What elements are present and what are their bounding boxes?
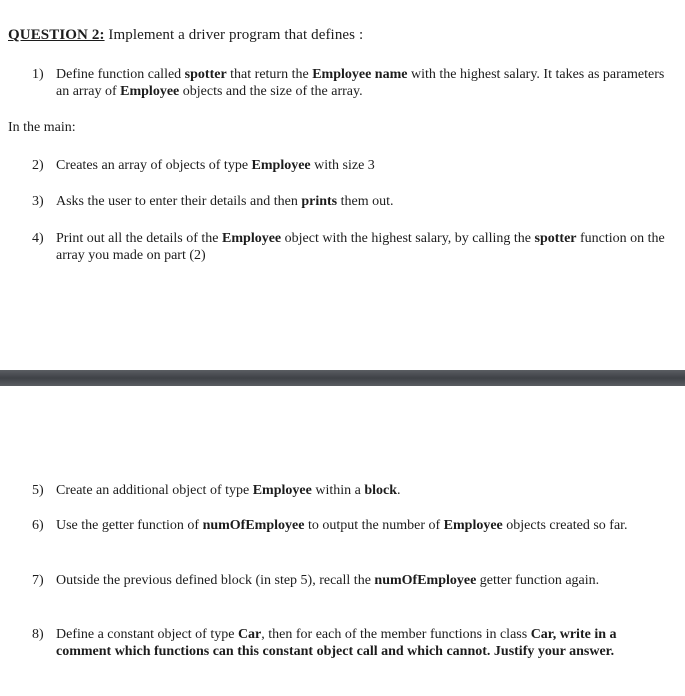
text-run: objects and the size of the array.: [179, 84, 363, 99]
text-run: to output the number of: [304, 518, 444, 533]
item-number: 8): [32, 627, 44, 642]
list-item: [32, 482, 672, 499]
list-item: [32, 230, 672, 264]
list-item: [32, 517, 672, 534]
bold-term: spotter: [534, 231, 577, 246]
item-text: [56, 626, 672, 660]
bold-term: Employee: [120, 84, 180, 99]
text-run: function on the array you made on part (2): [56, 231, 665, 263]
text-run: with the highest salary. It takes as parameters an array of: [56, 67, 665, 99]
section-intro: In the main:: [8, 120, 76, 135]
question-text: Implement a driver program that defines :: [104, 27, 364, 43]
item-number: 7): [32, 573, 44, 588]
bold-term: Car, write in a comment which functions can this constant object call and which cannot. Justify your answer.: [56, 627, 617, 659]
question-label: QUESTION 2:: [8, 27, 105, 43]
bold-term: numOfEmployee: [374, 573, 477, 588]
item-number: 6): [32, 518, 44, 533]
bold-term: prints: [301, 194, 338, 209]
bold-term: Employee name: [312, 67, 408, 82]
bold-term: block: [364, 483, 398, 498]
text-run: .: [397, 483, 401, 498]
list-item: [32, 193, 672, 210]
item-number: 4): [32, 231, 44, 246]
text-run: Define a constant object of type: [56, 627, 238, 642]
list-item: [32, 626, 672, 660]
text-run: Outside the previous defined block (in step 5), recall the: [56, 573, 375, 588]
item-text: [56, 66, 672, 100]
document-page-bottom: [0, 386, 685, 696]
item-text: [56, 230, 672, 264]
text-run: Asks the user to enter their details and then: [56, 194, 302, 209]
item-text: [56, 193, 672, 210]
page-divider: [0, 370, 685, 386]
item-text: [56, 572, 672, 589]
text-run: Print out all the details of the: [56, 231, 223, 246]
bold-term: Car: [237, 627, 262, 642]
item-text: [56, 482, 672, 499]
text-run: , then for each of the member functions in class: [261, 627, 531, 642]
text-run: getter function again.: [476, 573, 600, 588]
text-run: Creates an array of objects of type: [56, 158, 252, 173]
text-run: Define function called: [56, 67, 185, 82]
list-item: [32, 572, 672, 589]
item-text: [56, 517, 672, 534]
item-number: 2): [32, 158, 44, 173]
list-item: [32, 157, 672, 174]
text-run: them out.: [337, 194, 394, 209]
text-run: within a: [311, 483, 365, 498]
item-number: 1): [32, 67, 44, 82]
item-number: 5): [32, 483, 44, 498]
bold-term: Employee: [251, 158, 311, 173]
question-heading: [8, 27, 363, 44]
bold-term: numOfEmployee: [202, 518, 305, 533]
text-run: object with the highest salary, by calling the: [281, 231, 535, 246]
text-run: Use the getter function of: [56, 518, 203, 533]
item-text: [56, 157, 672, 174]
text-run: objects created so far.: [502, 518, 628, 533]
item-number: 3): [32, 194, 44, 209]
bold-term: Employee: [443, 518, 503, 533]
list-item: [32, 66, 672, 100]
text-run: Create an additional object of type: [56, 483, 253, 498]
bold-term: spotter: [184, 67, 227, 82]
text-run: with size 3: [310, 158, 375, 173]
bold-term: Employee: [252, 483, 312, 498]
bold-term: Employee: [222, 231, 282, 246]
text-run: that return the: [226, 67, 313, 82]
